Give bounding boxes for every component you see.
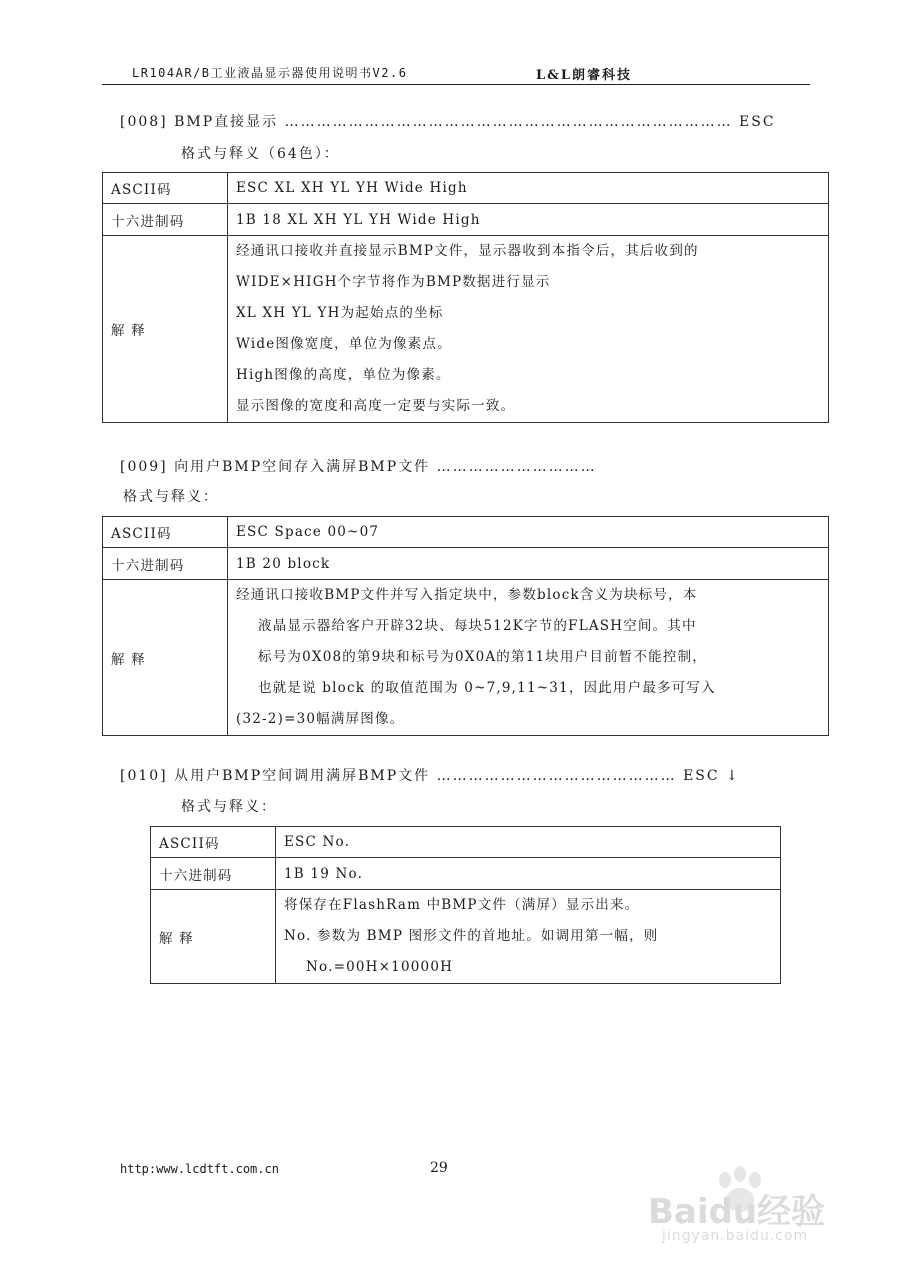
row-label: 十六进制码: [103, 204, 228, 236]
explanation-line: 也就是说 block 的取值范围为 0~7,9,11~31，因此用户最多可写入: [258, 680, 716, 696]
explanation-line: WIDE×HIGH个字节将作为BMP数据进行显示: [236, 274, 551, 290]
baidu-watermark: [640, 1170, 840, 1250]
section-010-title: [010] 从用户BMP空间调用满屏BMP文件 ……………………………………… ESC ↓: [120, 768, 740, 784]
table-row: [103, 517, 829, 548]
explanation-line: 液晶显示器给客户开辟32块、每块512K字节的FLASH空间。其中: [258, 618, 697, 634]
explanation-line: Wide图像宽度，单位为像素点。: [236, 336, 452, 352]
explanation-line: 经通讯口接收并直接显示BMP文件，显示器收到本指令后，其后收到的: [236, 243, 699, 259]
section-008-subtitle: 格式与释义（64色）：: [181, 146, 340, 162]
row-value: ESC XL XH YL YH Wide High: [228, 173, 829, 204]
company-name: L&L朗睿科技: [536, 68, 633, 83]
row-value: 1B 18 XL XH YL YH Wide High: [228, 204, 829, 236]
watermark-brand: Baidu经验: [648, 1192, 826, 1232]
explanation-line: XL XH YL YH为起始点的坐标: [236, 305, 444, 321]
explanation-line: (32-2)=30幅满屏图像。: [236, 711, 405, 727]
section-009-subtitle: 格式与释义：: [123, 489, 219, 505]
row-value: ESC Space 00~07: [228, 517, 829, 548]
explanation-line: No.=00H×10000H: [306, 959, 454, 975]
table-row: [103, 204, 829, 236]
row-label: ASCII码: [151, 827, 276, 858]
explanation-line: 经通讯口接收BMP文件并写入指定块中，参数block含义为块标号，本: [236, 587, 698, 603]
row-label: 十六进制码: [151, 858, 276, 890]
footer-url: http:www.lcdtft.com.cn: [120, 1162, 279, 1176]
watermark-url: jingyan.baidu.com: [662, 1228, 809, 1244]
table-row: [103, 173, 829, 204]
explanation-line: No. 参数为 BMP 图形文件的首地址。如调用第一幅，则: [284, 928, 659, 944]
section-008-table: [102, 172, 829, 423]
row-label: 解 释: [103, 580, 228, 736]
explanation-line: High图像的高度，单位为像素。: [236, 367, 451, 383]
section-010-subtitle: 格式与释义：: [181, 799, 277, 815]
table-row: [103, 580, 829, 736]
explanation-line: 显示图像的宽度和高度一定要与实际一致。: [236, 398, 516, 414]
table-row: [151, 827, 781, 858]
row-label: ASCII码: [103, 517, 228, 548]
section-008-title: [008] BMP直接显示 ………………………………………………………………………… ESC: [120, 114, 776, 130]
table-row: [103, 548, 829, 580]
row-label: ASCII码: [103, 173, 228, 204]
section-009-title: [009] 向用户BMP空间存入满屏BMP文件 …………………………: [120, 459, 597, 475]
section-010-table: [150, 826, 781, 984]
table-row: [103, 236, 829, 423]
row-label: 解 释: [103, 236, 228, 423]
page-number: 29: [430, 1160, 448, 1176]
row-label: 解 释: [151, 890, 276, 984]
section-009-table: [102, 516, 829, 736]
row-value: 1B 19 No.: [276, 858, 781, 890]
row-value: ESC No.: [276, 827, 781, 858]
table-row: [151, 858, 781, 890]
header-divider: [102, 84, 810, 85]
row-label: 十六进制码: [103, 548, 228, 580]
document-header-title: LR104AR/B工业液晶显示器使用说明书V2.6: [132, 66, 408, 80]
row-value: 1B 20 block: [228, 548, 829, 580]
table-row: [151, 890, 781, 984]
explanation-line: 标号为0X08的第9块和标号为0X0A的第11块用户目前暂不能控制，: [258, 649, 707, 665]
explanation-line: 将保存在FlashRam 中BMP文件（满屏）显示出来。: [284, 897, 640, 913]
